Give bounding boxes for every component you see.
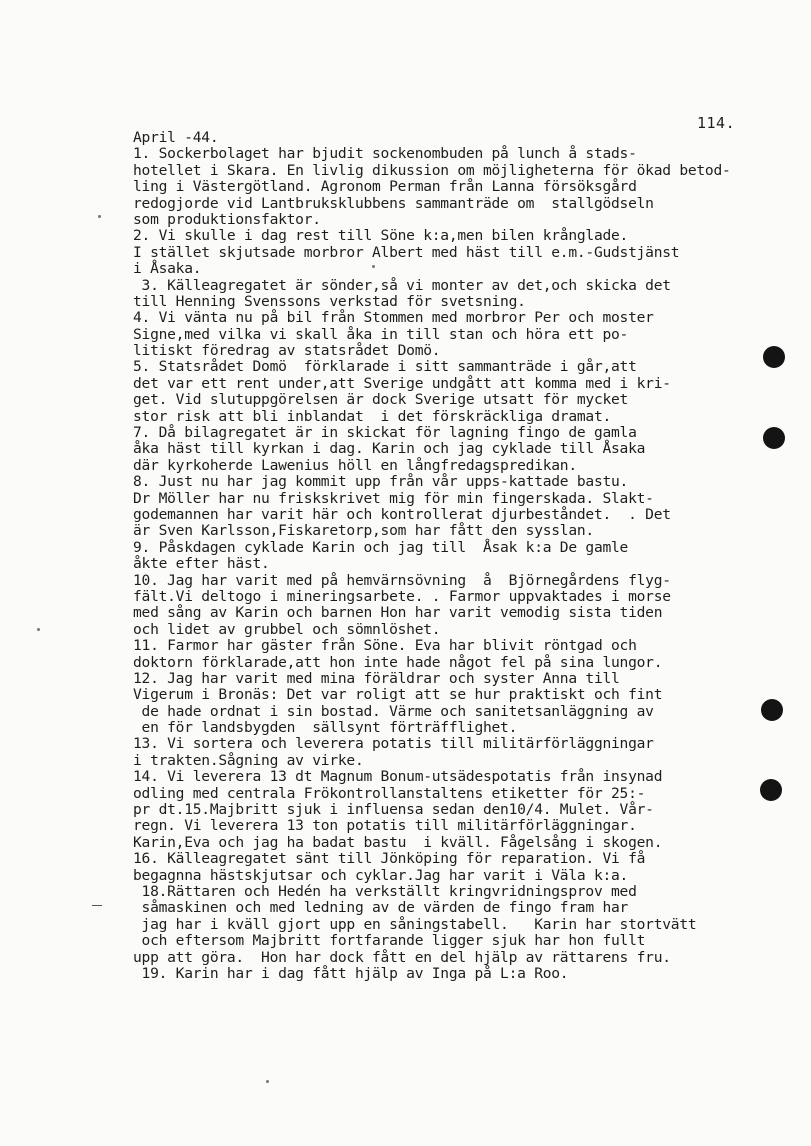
- text-line: Signe,med vilka vi skall åka in till stan och höra ett po-: [133, 325, 629, 343]
- text-line: April -44.: [133, 129, 219, 146]
- punch-hole: [761, 699, 783, 721]
- text-line: och eftersom Majbritt fortfarande ligger sjuk har hon fullt: [133, 932, 646, 950]
- text-line: 11. Farmor har gäster från Söne. Eva har blivit röntgad och: [133, 637, 637, 655]
- paper-speck: [98, 215, 101, 218]
- text-line: stor risk att bli inblandat i det förskräckliga dramat.: [133, 407, 612, 425]
- text-line: 9. Påskdagen cyklade Karin och jag till Åsak k:a De gamle: [133, 538, 629, 556]
- text-line: 16. Källeagregatet sänt till Jönköping för reparation. Vi få: [133, 850, 646, 868]
- text-line: såmaskinen och med ledning av de värden de fingo fram har: [133, 899, 629, 917]
- text-line: Vigerum i Bronäs: Det var roligt att se hur praktiskt och fint: [133, 686, 663, 704]
- text-line: regn. Vi leverera 13 ton potatis till militärförläggningar.: [133, 817, 637, 835]
- text-line: där kyrkoherde Lawenius höll en långfredagspredikan.: [133, 456, 577, 474]
- text-line: i Åsaka.: [133, 260, 202, 278]
- text-line: 4. Vi vänta nu på bil från Stommen med morbror Per och moster: [133, 309, 654, 327]
- text-line: åkte efter häst.: [133, 555, 270, 573]
- text-line: 2. Vi skulle i dag rest till Söne k:a,men bilen krånglade.: [133, 227, 629, 245]
- text-line: det var ett rent under,att Sverige undgått att komma med i kri-: [133, 374, 671, 392]
- text-line: Karin,Eva och jag ha badat bastu i kväll. Fågelsång i skogen.: [133, 833, 663, 851]
- text-line: som produktionsfaktor.: [133, 210, 321, 228]
- text-line: 8. Just nu har jag kommit upp från vår upps-kattade bastu.: [133, 473, 629, 491]
- text-line: begagnna hästskjutsar och cyklar.Jag har varit i Väla k:a.: [133, 866, 629, 884]
- text-line: 10. Jag har varit med på hemvärnsövning å Björnegårdens flyg-: [133, 571, 671, 589]
- text-line: är Sven Karlsson,Fiskaretorp,som har fått den sysslan.: [133, 522, 594, 540]
- text-line: en för landsbygden sällsynt förträfflighet.: [133, 719, 518, 737]
- text-line: och lidet av grubbel och sömnlöshet.: [133, 620, 441, 638]
- text-line: åka häst till kyrkan i dag. Karin och jag cyklade till Åsaka: [133, 440, 646, 458]
- text-line: 3. Källeagregatet är sönder,så vi monter av det,och skicka det: [133, 276, 671, 294]
- paper-speck: [266, 1080, 269, 1083]
- text-line: ling i Västergötland. Agronom Perman från Lanna försöksgård: [133, 178, 637, 196]
- text-line: till Henning Svenssons verkstad för svetsning.: [133, 292, 526, 310]
- text-line: i trakten.Sågning av virke.: [133, 751, 364, 769]
- diary-text: [133, 130, 783, 982]
- text-line: 14. Vi leverera 13 dt Magnum Bonum-utsädespotatis från insynad: [133, 768, 663, 786]
- text-line: 7. Då bilagregatet är in skickat för lagning fingo de gamla: [133, 424, 637, 442]
- text-line: 1. Sockerbolaget har bjudit sockenombuden på lunch å stads-: [133, 145, 637, 163]
- punch-hole: [760, 779, 782, 801]
- punch-hole: [763, 427, 785, 449]
- text-line: fält.Vi deltogo i mineringsarbete. . Farmor uppvaktades i morse: [133, 587, 671, 605]
- text-line: redogjorde vid Lantbruksklubbens sammanträde om stallgödseln: [133, 194, 654, 212]
- text-line: doktorn förklarade,att hon inte hade något fel på sina lungor.: [133, 653, 663, 671]
- text-line: I stället skjutsade morbror Albert med häst till e.m.-Gudstjänst: [133, 243, 680, 261]
- text-line: hotellet i Skara. En livlig dikussion om möjligheterna för ökad betod-: [133, 161, 731, 179]
- text-line: med sång av Karin och barnen Hon har varit vemodig sista tiden: [133, 604, 663, 622]
- text-line: godemannen har varit här och kontrollerat djurbeståndet. . Det: [133, 505, 671, 523]
- punch-hole: [763, 346, 785, 368]
- text-line: jag har i kväll gjort upp en såningstabell. Karin har stortvätt: [133, 915, 697, 933]
- text-line: 13. Vi sortera och leverera potatis till militärförläggningar: [133, 735, 654, 753]
- text-line: get. Vid slutuppgörelsen är dock Sverige utsatt för mycket: [133, 391, 629, 409]
- text-line: pr dt.15.Majbritt sjuk i influensa sedan den10/4. Mulet. Vår-: [133, 801, 654, 819]
- paper-speck: [372, 265, 375, 268]
- text-line: odling med centrala Frökontrollanstaltens etiketter för 25:-: [133, 784, 646, 802]
- text-line: 19. Karin har i dag fått hjälp av Inga på L:a Roo.: [133, 964, 569, 982]
- text-line: 5. Statsrådet Domö förklarade i sitt sammanträde i går,att: [133, 358, 637, 376]
- text-line: upp att göra. Hon har dock fått en del hjälp av rättarens fru.: [133, 948, 671, 966]
- text-line: 12. Jag har varit med mina föräldrar och syster Anna till: [133, 669, 620, 687]
- text-line: de hade ordnat i sin bostad. Värme och sanitetsanläggning av: [133, 702, 654, 720]
- page-number: 114.: [697, 114, 736, 132]
- paper-mark: [92, 905, 102, 906]
- paper-speck: [37, 628, 40, 631]
- text-line: Dr Möller har nu friskskrivet mig för min fingerskada. Slakt-: [133, 489, 654, 507]
- text-line: litiskt föredrag av statsrådet Domö.: [133, 342, 441, 360]
- text-line: 18.Rättaren och Hedén ha verkställt kringvridningsprov med: [133, 882, 637, 900]
